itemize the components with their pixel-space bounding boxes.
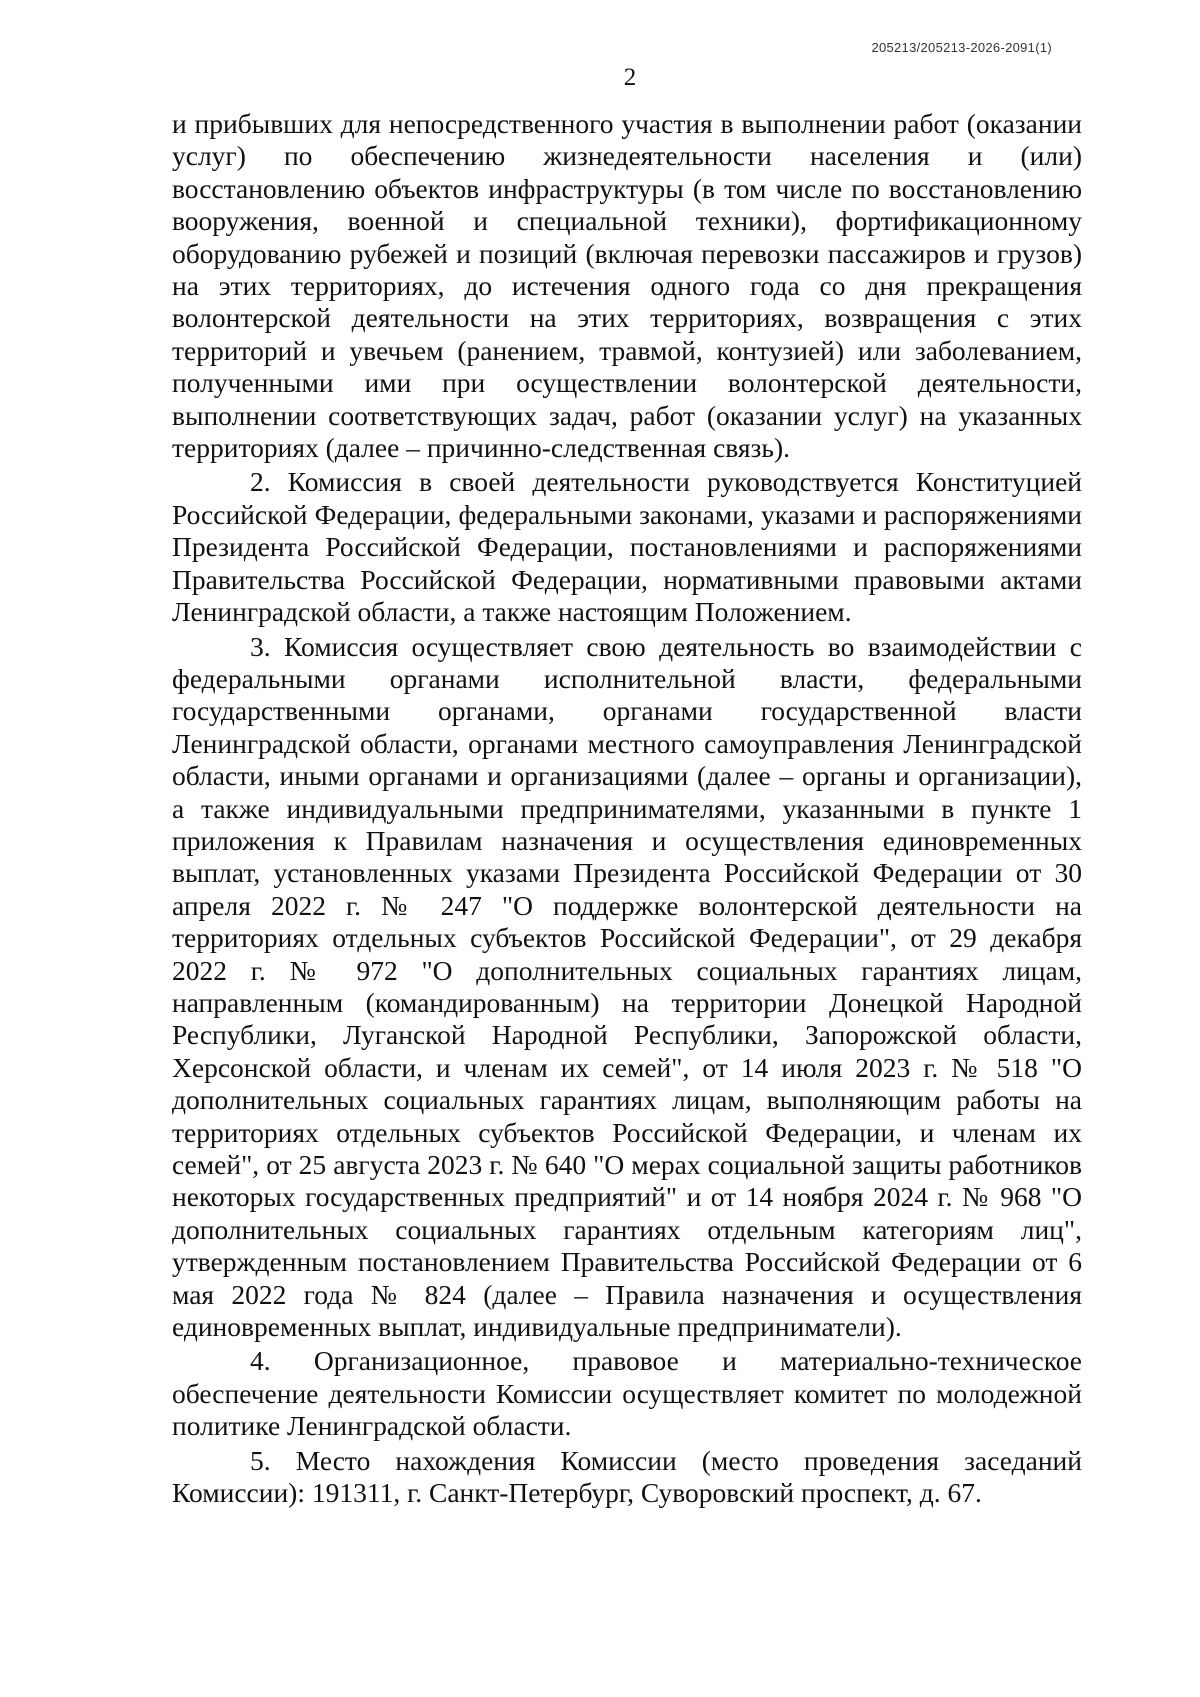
paragraph-5: 5. Место нахождения Комиссии (место проведения заседаний Комиссии): 191311, г. Санкт-Петербург, Суворовский проспект, д. 67. (172, 1444, 1082, 1509)
page-number: 2 (623, 64, 637, 91)
paragraph-3: 3. Комиссия осуществляет свою деятельность во взаимодействии с федеральными органами исполнительной власти, федеральными государственными органами, органами государственной власти Ленинградской области, органами местного самоуправления Ленинградской области, иными органами и организациями (далее – органы и организации), а также индивидуальными предпринимателями, указанными в пункте 1 приложения к Правилам назначения и осуществления единовременных выплат, установленных указами Президента Российской Федерации от 30 апреля 2022 г. № 247 "О поддержке волонтерской деятельности на территориях отдельных субъектов Российской Федерации", от 29 декабря 2022 г. № 972 "О дополнительных социальных гарантиях лицам, направленным (командированным) на территории Донецкой Народной Республики, Луганской Народной Республики, Запорожской области, Херсонской области, и членам их семей", от 14 июля 2023 г. № 518 "О дополнительных социальных гарантиях лицам, выполняющим работы на территориях отдельных субъектов Российской Федерации, и членам их семей", от 25 августа 2023 г. № 640 "О мерах социальной защиты работников некоторых государственных предприятий" и от 14 ноября 2024 г. № 968 "О дополнительных социальных гарантиях отдельным категориям лиц", утвержденным постановлением Правительства Российской Федерации от 6 мая 2022 года № 824 (далее – Правила назначения и осуществления единовременных выплат, индивидуальные предприниматели). (172, 630, 1082, 1343)
document-body (172, 108, 1082, 1509)
paragraph-4: 4. Организационное, правовое и материально-техническое обеспечение деятельности Комиссии осуществляет комитет по молодежной политике Ленинградской области. (172, 1345, 1082, 1442)
paragraph-continuation: и прибывших для непосредственного участия в выполнении работ (оказании услуг) по обеспечению жизнедеятельности населения и (или) восстановлению объектов инфраструктуры (в том числе по восстановлению вооружения, военной и специальной техники), фортификационному оборудованию рубежей и позиций (включая перевозки пассажиров и грузов) на этих территориях, до истечения одного года со дня прекращения волонтерской деятельности на этих территориях, возвращения с этих территорий и увечьем (ранением, травмой, контузией) или заболеванием, полученными ими при осуществлении волонтерской деятельности, выполнении соответствующих задач, работ (оказании услуг) на указанных территориях (далее – причинно-следственная связь). (172, 108, 1082, 464)
paragraph-2: 2. Комиссия в своей деятельности руководствуется Конституцией Российской Федерации, федеральными законами, указами и распоряжениями Президента Российской Федерации, постановлениями и распоряжениями Правительства Российской Федерации, нормативными правовыми актами Ленинградской области, а также настоящим Положением. (172, 466, 1082, 628)
document-id: 205213/205213-2026-2091(1) (871, 40, 1052, 55)
